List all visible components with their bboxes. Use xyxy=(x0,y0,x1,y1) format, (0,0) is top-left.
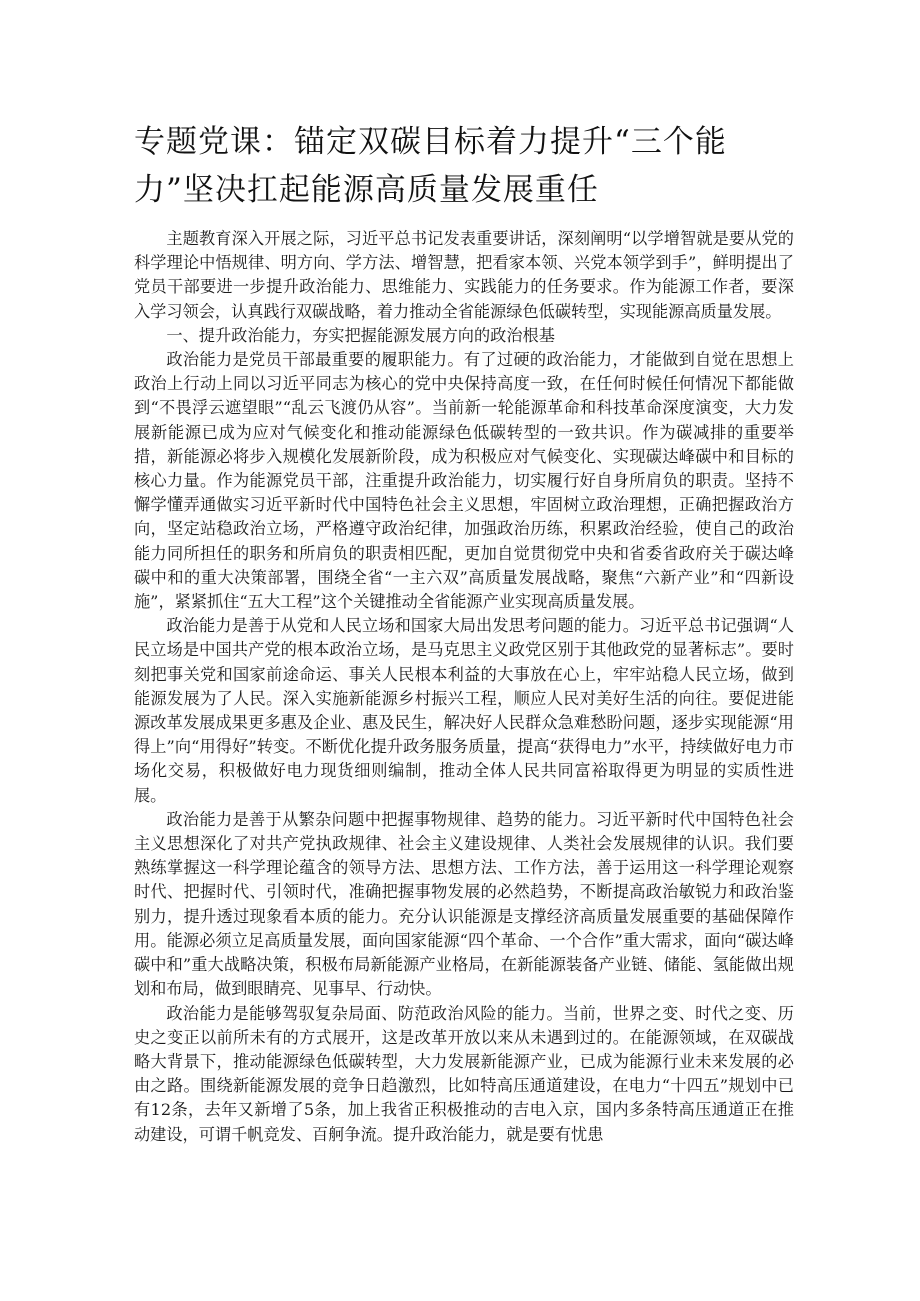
body-paragraph: 政治能力是党员干部最重要的履职能力。有了过硬的政治能力，才能做到自觉在思想上政治上行动上同以习近平同志为核心的党中央保持高度一致，在任何时候任何情况下都能做到“不畏浮云遮望眼”“乱云飞渡仍从容”。当前新一轮能源革命和科技革命深度演变，大力发展新能源已成为应对气候变化和推动能源绿色低碳转型的一致共识。作为碳减排的重要举措，新能源必将步入规模化发展新阶段，成为积极应对气候变化、实现碳达峰碳中和目标的核心力量。作为能源党员干部，注重提升政治能力，切实履行好自身所肩负的职责。坚持不懈学懂弄通做实习近平新时代中国特色社会主义思想，牢固树立政治理想，正确把握政治方向，坚定站稳政治立场，严格遵守政治纪律，加强政治历练，积累政治经验，使自己的政治能力同所担任的职务和所肩负的职责相匹配，更加自觉贯彻党中央和省委省政府关于碳达峰碳中和的重大决策部署，围绕全省“一主六双”高质量发展战略，聚焦“六新产业”和“四新设施”，紧紧抓住“五大工程”这个关键推动全省能源产业实现高质量发展。 xyxy=(134,350,794,612)
body-paragraph: 政治能力是能够驾驭复杂局面、防范政治风险的能力。当前，世界之变、时代之变、历史之变正以前所未有的方式展开，这是改革开放以来从未遇到过的。在能源领域，在双碳战略大背景下，推动能源绿色低碳转型，大力发展新能源产业，已成为能源行业未来发展的必由之路。围绕新能源发展的竞争日趋激烈，比如特高压通道建设，在电力“十四五”规划中已有12条，去年又新增了5条，加上我省正积极推动的吉电入京，国内多条特高压通道正在推动建设，可谓千帆竞发、百舸争流。提升政治能力，就是要有忧患 xyxy=(134,1003,794,1144)
document-body xyxy=(134,227,794,1147)
section-heading: 一、提升政治能力，夯实把握能源发展方向的政治根基 xyxy=(166,325,555,345)
document-title: 专题党课：锚定双碳目标着力提升“三个能力”坚决扛起能源高质量发展重任 xyxy=(134,124,727,208)
intro-paragraph: 主题教育深入开展之际，习近平总书记发表重要讲话，深刻阐明“以学增智就是要从党的科学理论中悟规律、明方向、学方法、增智慧，把看家本领、兴党本领学到手”，鲜明提出了党员干部要进一步提升政治能力、思维能力、实践能力的任务要求。作为能源工作者，要深入学习领会，认真践行双碳战略，着力推动全省能源绿色低碳转型，实现能源高质量发展。 xyxy=(134,229,794,321)
body-paragraph: 政治能力是善于从繁杂问题中把握事物规律、趋势的能力。习近平新时代中国特色社会主义思想深化了对共产党执政规律、社会主义建设规律、人类社会发展规律的认识。我们要熟练掌握这一科学理论蕴含的领导方法、思想方法、工作方法，善于运用这一科学理论观察时代、把握时代、引领时代，准确把握事物发展的必然趋势，不断提高政治敏锐力和政治鉴别力，提升透过现象看本质的能力。充分认识能源是支撑经济高质量发展重要的基础保障作用。能源必须立足高质量发展，面向国家能源“四个革命、一个合作”重大需求，面向“碳达峰碳中和”重大战略决策，积极布局新能源产业格局，在新能源装备产业链、储能、氢能做出规划和布局，做到眼睛亮、见事早、行动快。 xyxy=(134,809,794,999)
body-paragraph: 政治能力是善于从党和人民立场和国家大局出发思考问题的能力。习近平总书记强调“人民立场是中国共产党的根本政治立场，是马克思主义政党区别于其他政党的显著标志”。要时刻把事关党和国家前途命运、事关人民根本利益的大事放在心上，牢牢站稳人民立场，做到能源发展为了人民。深入实施新能源乡村振兴工程，顺应人民对美好生活的向往。要促进能源改革发展成果更多惠及企业、惠及民生，解决好人民群众急难愁盼问题，逐步实现能源“用得上”向“用得好”转变。不断优化提升政务服务质量，提高“获得电力”水平，持续做好电力市场化交易，积极做好电力现货细则编制，推动全体人民共同富裕取得更为明显的实质性进展。 xyxy=(134,616,794,805)
